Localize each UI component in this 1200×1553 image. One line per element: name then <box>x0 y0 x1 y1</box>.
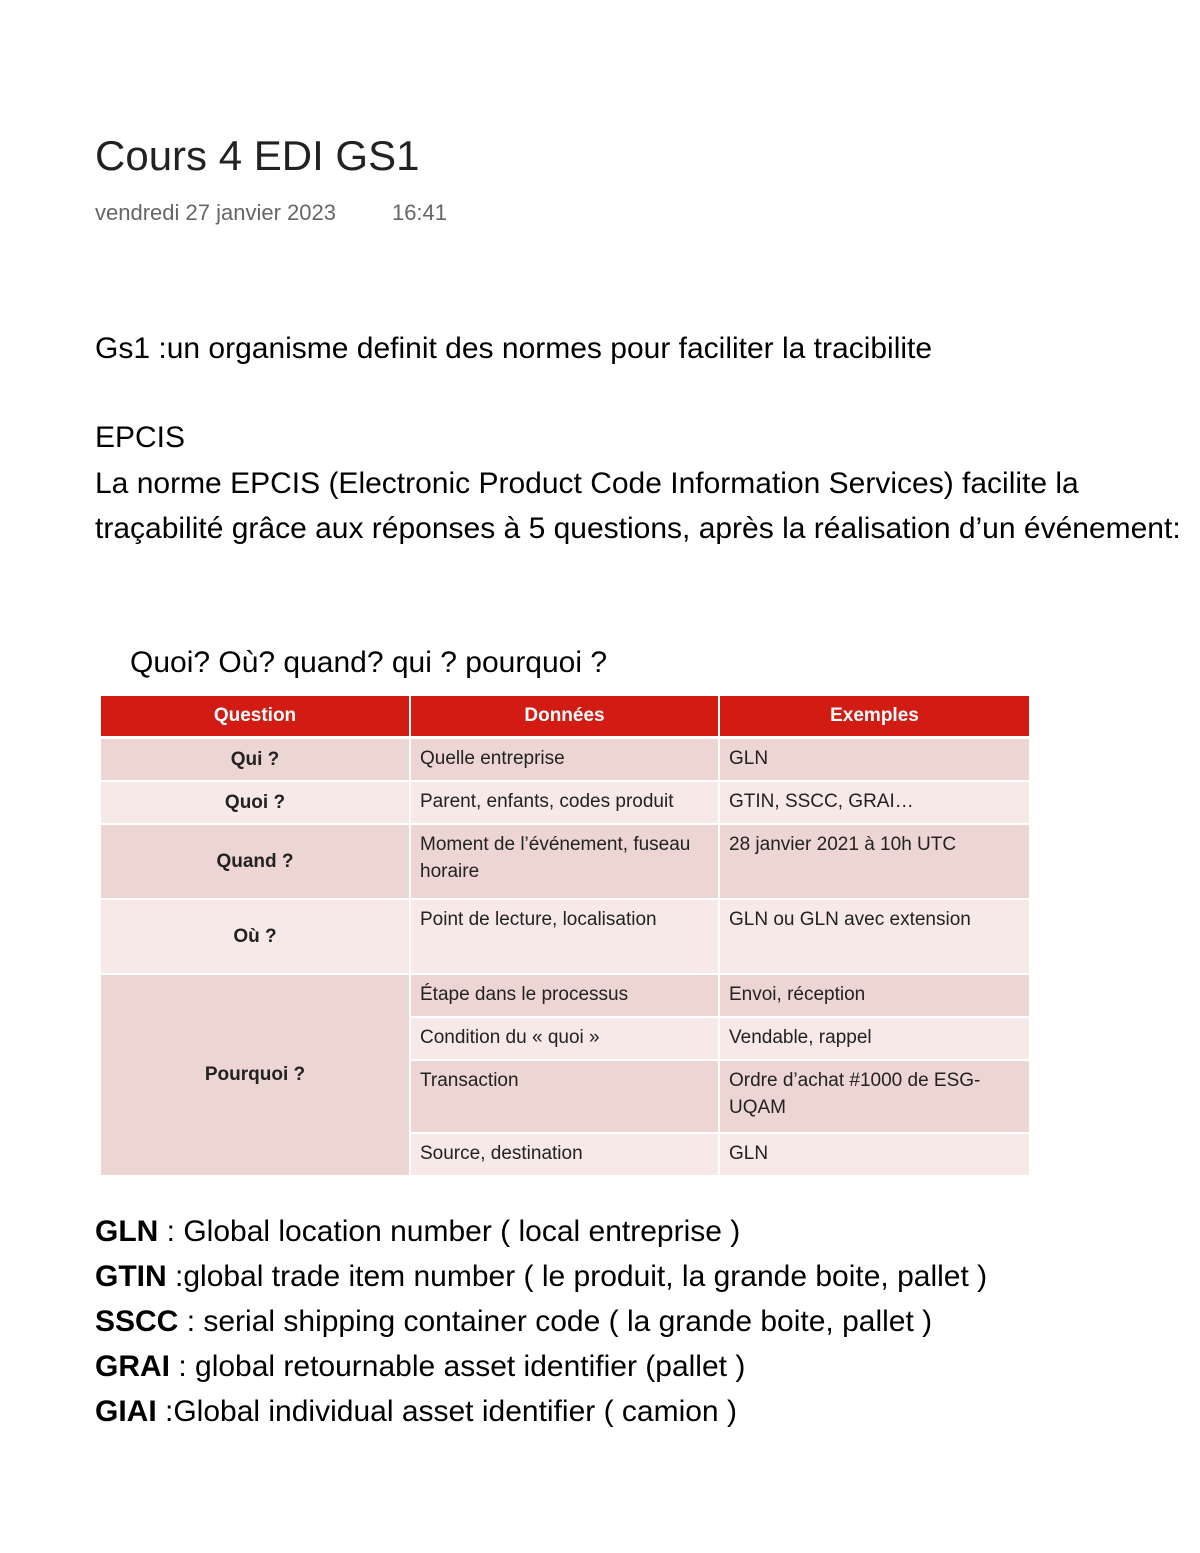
exemples-cell: Ordre d’achat #1000 de ESG-UQAM <box>719 1060 1029 1133</box>
definition-text: : Global location number ( local entreprise ) <box>158 1215 741 1248</box>
exemples-cell: GTIN, SSCC, GRAI… <box>719 781 1029 824</box>
definition-text: :Global individual asset identifier ( camion ) <box>156 1395 737 1428</box>
table-row <box>101 781 1029 824</box>
question-cell: Où ? <box>101 899 410 974</box>
definition-item <box>95 1209 987 1254</box>
definition-item <box>95 1299 987 1344</box>
exemples-cell: GLN ou GLN avec extension <box>719 899 1029 974</box>
header-exemples: Exemples <box>719 696 1029 738</box>
page-meta <box>95 200 447 226</box>
donnees-cell: Point de lecture, localisation <box>410 899 719 974</box>
exemples-cell: GLN <box>719 738 1029 781</box>
question-cell: Quand ? <box>101 824 410 899</box>
definition-term: GLN <box>95 1215 159 1248</box>
table-header-row <box>101 696 1029 738</box>
table-row <box>101 824 1029 899</box>
donnees-cell: Étape dans le processus <box>410 974 719 1017</box>
header-question: Question <box>101 696 410 738</box>
definition-term: GIAI <box>95 1395 157 1428</box>
question-cell: Qui ? <box>101 738 410 781</box>
header-donnees: Données <box>410 696 719 738</box>
question-cell: Pourquoi ? <box>101 974 410 1176</box>
definition-term: GRAI <box>95 1350 170 1383</box>
intro-text: Gs1 :un organisme definit des normes pour faciliter la tracibilite <box>95 332 933 365</box>
donnees-cell: Parent, enfants, codes produit <box>410 781 719 824</box>
definition-item <box>95 1389 987 1434</box>
donnees-cell: Moment de l’événement, fuseau horaire <box>410 824 719 899</box>
table-row <box>101 738 1029 781</box>
exemples-cell: Vendable, rappel <box>719 1017 1029 1060</box>
donnees-cell: Condition du « quoi » <box>410 1017 719 1060</box>
exemples-cell: 28 janvier 2021 à 10h UTC <box>719 824 1029 899</box>
exemples-cell: GLN <box>719 1133 1029 1176</box>
table-row <box>101 974 1029 1017</box>
definition-text: : global retournable asset identifier (pallet ) <box>170 1350 746 1383</box>
donnees-cell: Source, destination <box>410 1133 719 1176</box>
epcis-paragraph: La norme EPCIS (Electronic Product Code Information Services) facilite la traçabilité grâce aux réponses à 5 questions, après la réalisation d’un événement: <box>95 467 1181 545</box>
definitions-list <box>95 1209 987 1434</box>
page-date: vendredi 27 janvier 2023 <box>95 200 336 225</box>
question-cell: Quoi ? <box>101 781 410 824</box>
definition-term: SSCC <box>95 1305 179 1338</box>
epcis-questions: Quoi? Où? quand? qui ? pourquoi ? <box>130 646 608 679</box>
exemples-cell: Envoi, réception <box>719 974 1029 1017</box>
donnees-cell: Transaction <box>410 1060 719 1133</box>
page-title: Cours 4 EDI GS1 <box>95 132 420 179</box>
definition-term: GTIN <box>95 1260 167 1293</box>
table-row <box>101 899 1029 974</box>
page-time: 16:41 <box>391 200 448 225</box>
definition-text: : serial shipping container code ( la grande boite, pallet ) <box>178 1305 933 1338</box>
definition-text: :global trade item number ( le produit, la grande boite, pallet ) <box>166 1260 988 1293</box>
donnees-cell: Quelle entreprise <box>410 738 719 781</box>
epcis-heading: EPCIS <box>95 421 186 454</box>
definition-item <box>95 1344 987 1389</box>
definition-item <box>95 1254 987 1299</box>
epcis-table <box>101 696 1029 1177</box>
